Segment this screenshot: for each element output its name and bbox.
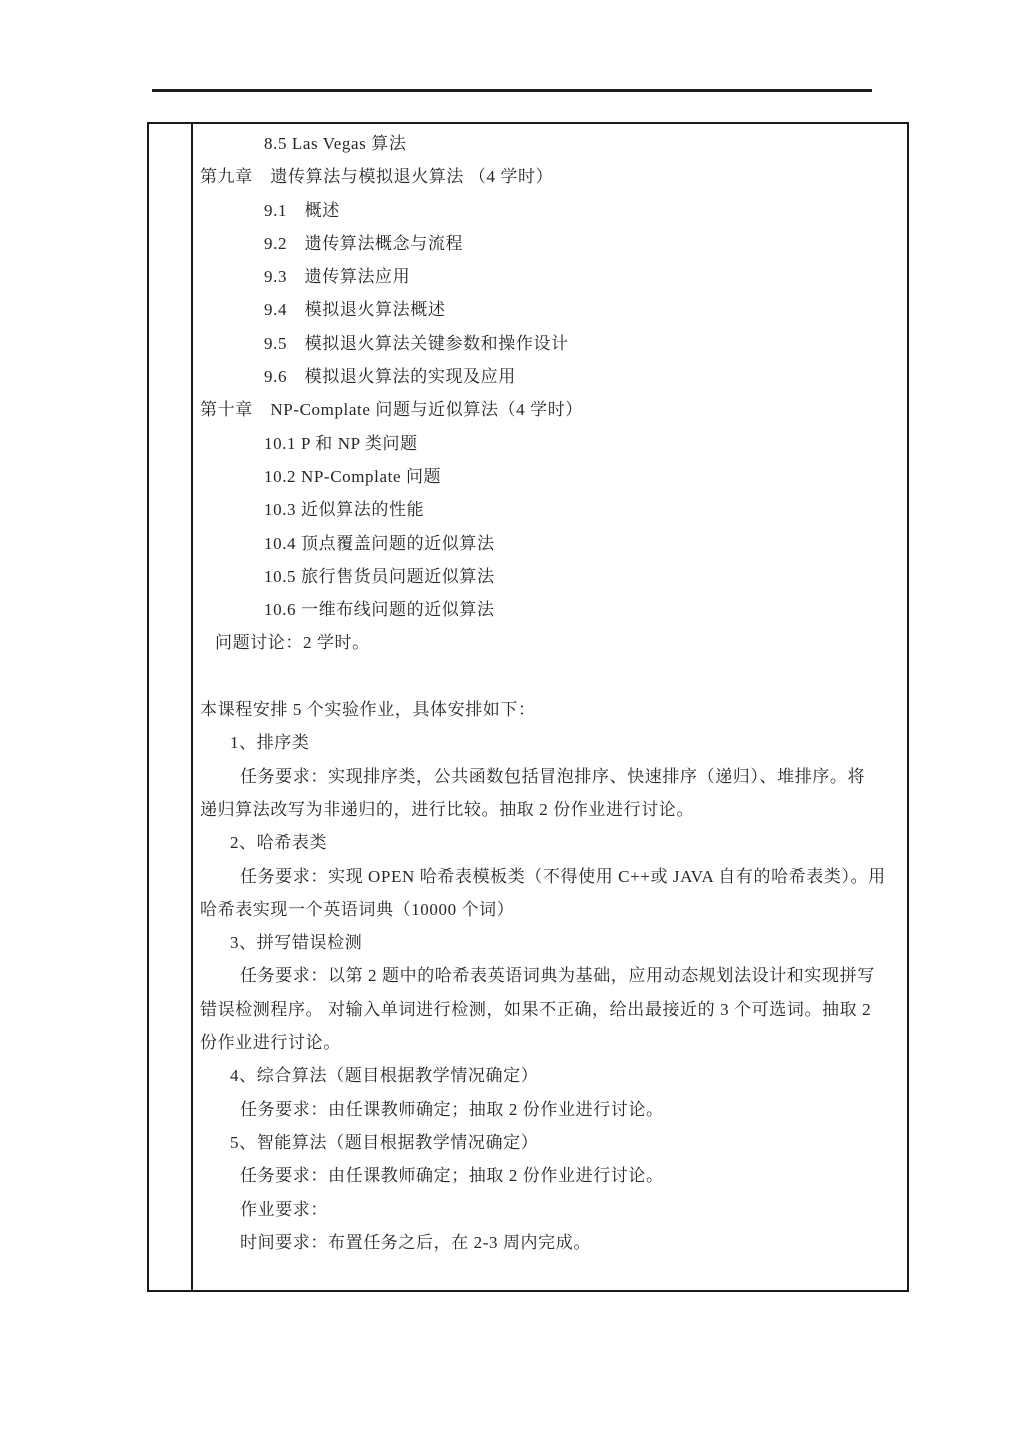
table-main-cell (193, 124, 907, 1290)
document-line: 3、拼写错误检测 (230, 933, 363, 953)
header-rule (152, 89, 872, 92)
document-line: 问题讨论：2 学时。 (215, 633, 370, 653)
document-line: 4、综合算法（题目根据教学情况确定） (230, 1066, 539, 1086)
document-line: 8.5 Las Vegas 算法 (264, 134, 407, 153)
document-line: 10.2 NP-Complate 问题 (264, 466, 442, 486)
document-line: 1、排序类 (230, 733, 310, 753)
document-line: 第九章 遗传算法与模拟退火算法 （4 学时） (200, 167, 554, 187)
document-line: 任务要求：以第 2 题中的哈希表英语词典为基础，应用动态规划法设计和实现拼写 (240, 966, 875, 986)
document-line: 10.5 旅行售货员问题近似算法 (264, 566, 495, 586)
document-line: 任务要求：由任课教师确定；抽取 2 份作业进行讨论。 (240, 1166, 664, 1186)
document-line: 9.6 模拟退火算法的实现及应用 (264, 367, 516, 387)
document-line: 任务要求：实现排序类，公共函数包括冒泡排序、快速排序（递归）、堆排序。将 (240, 766, 866, 786)
document-line: 任务要求：由任课教师确定；抽取 2 份作业进行讨论。 (240, 1099, 664, 1119)
document-line: 10.1 P 和 NP 类问题 (264, 433, 418, 453)
document-line: 10.3 近似算法的性能 (264, 500, 425, 520)
document-line: 任务要求：实现 OPEN 哈希表模板类（不得使用 C++或 JAVA 自有的哈希表类）。用 (240, 866, 886, 886)
table-left-cell (149, 124, 193, 1290)
document-line: 2、哈希表类 (230, 833, 328, 853)
document-line: 9.2 遗传算法概念与流程 (264, 233, 464, 253)
document-line: 9.5 模拟退火算法关键参数和操作设计 (264, 333, 569, 353)
document-lines (200, 127, 895, 1259)
document-line: 本课程安排 5 个实验作业，具体安排如下： (200, 700, 536, 720)
document-line: 10.4 顶点覆盖问题的近似算法 (264, 533, 495, 553)
document-line: 作业要求： (240, 1199, 328, 1219)
document-line: 错误检测程序。 对输入单词进行检测，如果不正确，给出最接近的 3 个可选词。抽取 2 (200, 999, 872, 1019)
document-line: 递归算法改写为非递归的，进行比较。抽取 2 份作业进行讨论。 (200, 799, 694, 819)
document-line: 9.3 遗传算法应用 (264, 267, 411, 287)
blank-line (200, 660, 895, 693)
content-table (147, 122, 909, 1292)
document-line: 9.4 模拟退火算法概述 (264, 300, 446, 320)
document-line: 份作业进行讨论。 (200, 1033, 341, 1053)
document-line: 5、智能算法（题目根据教学情况确定） (230, 1132, 539, 1152)
document-line: 哈希表实现一个英语词典（10000 个词） (200, 899, 515, 919)
document-line: 9.1 概述 (264, 200, 340, 220)
document-line: 第十章 NP-Complate 问题与近似算法（4 学时） (200, 400, 583, 420)
document-line: 10.6 一维布线问题的近似算法 (264, 600, 495, 620)
document-line: 时间要求：布置任务之后，在 2-3 周内完成。 (240, 1232, 591, 1252)
